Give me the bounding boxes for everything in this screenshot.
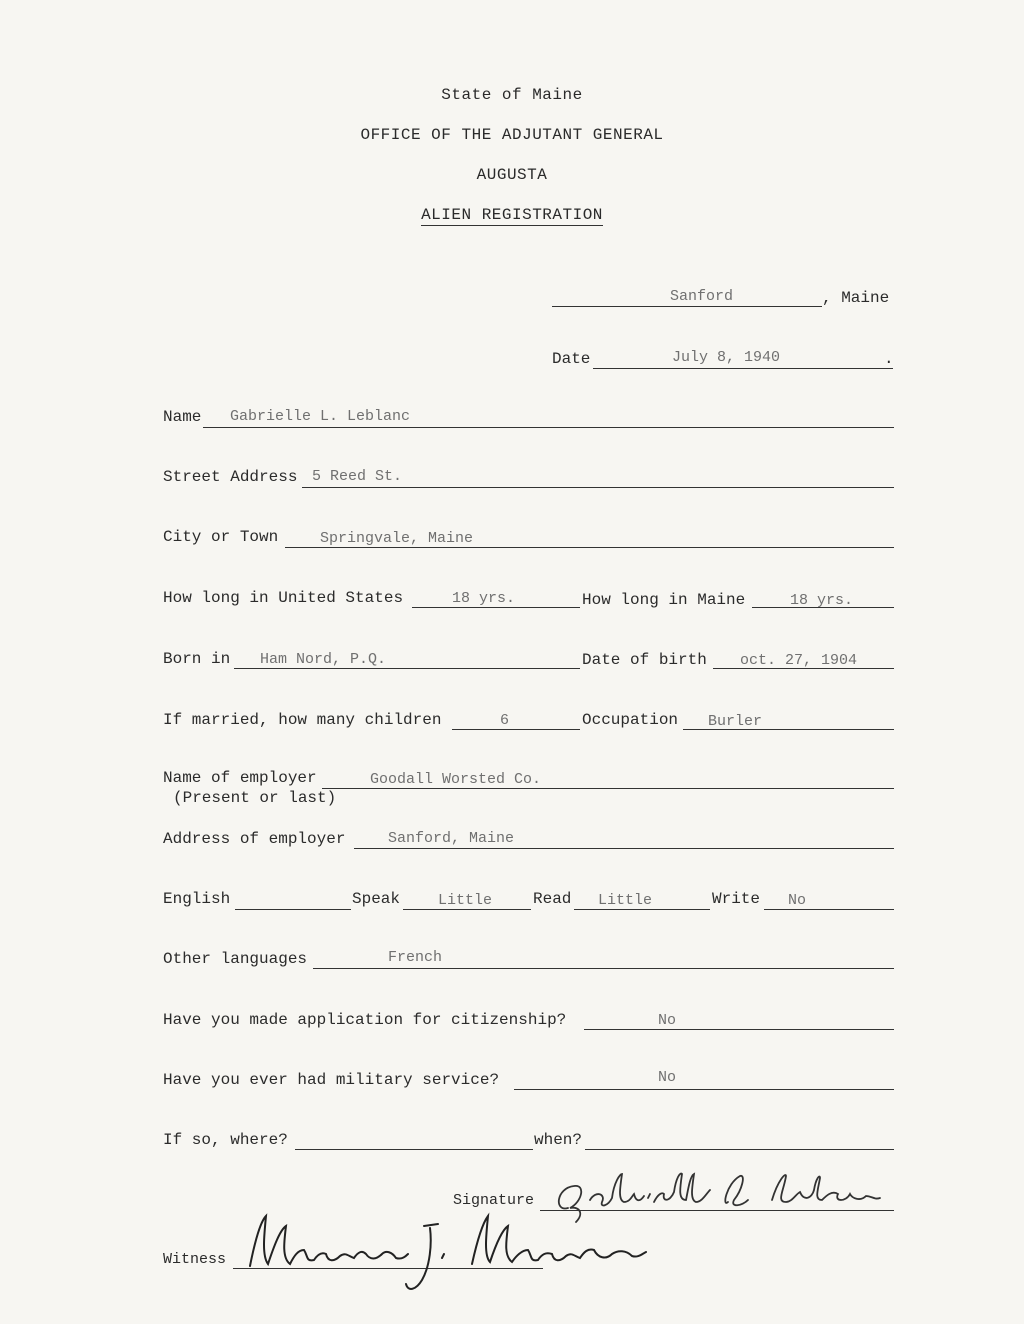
- when-line: [585, 1149, 894, 1150]
- citizenship-label: Have you made application for citizenship?: [163, 1011, 567, 1029]
- occupation-label: Occupation: [582, 711, 679, 729]
- city-value: Springvale, Maine: [320, 530, 474, 547]
- where-line: [295, 1149, 533, 1150]
- name-line: [203, 427, 894, 428]
- born-in-value: Ham Nord, P.Q.: [260, 651, 387, 668]
- street-address-line: [302, 487, 894, 488]
- english-label: English: [163, 890, 231, 908]
- date-label: Date: [552, 350, 591, 368]
- read-line: [574, 909, 710, 910]
- name-label: Name: [163, 408, 202, 426]
- when-label: when?: [534, 1131, 583, 1149]
- how-long-maine-value: 18 yrs.: [790, 592, 854, 609]
- speak-line: [403, 909, 531, 910]
- form-title: ALIEN REGISTRATION: [421, 206, 603, 224]
- other-languages-line: [313, 968, 894, 969]
- speak-label: Speak: [352, 890, 401, 908]
- name-value: Gabrielle L. Leblanc: [230, 408, 411, 425]
- employer-address-label: Address of employer: [163, 830, 346, 848]
- location-town: Sanford: [670, 288, 734, 305]
- military-line: [514, 1089, 894, 1090]
- write-value: No: [788, 892, 807, 909]
- employer-line: [322, 788, 894, 789]
- speak-value: Little: [438, 892, 493, 909]
- employer-address-value: Sanford, Maine: [388, 830, 515, 847]
- date-of-birth-value: oct. 27, 1904: [740, 652, 858, 669]
- how-long-us-value: 18 yrs.: [452, 590, 516, 607]
- other-languages-label: Other languages: [163, 950, 308, 968]
- header-state: State of Maine: [441, 86, 583, 104]
- write-line: [764, 909, 894, 910]
- where-label: If so, where?: [163, 1131, 288, 1149]
- how-long-us-label: How long in United States: [163, 589, 404, 607]
- location-state-label: , Maine: [822, 289, 890, 307]
- street-address-label: Street Address: [163, 468, 298, 486]
- write-label: Write: [712, 890, 761, 908]
- military-value: No: [658, 1069, 677, 1086]
- witness-handwriting: [236, 1206, 656, 1298]
- citizenship-value: No: [658, 1012, 677, 1029]
- street-address-value: 5 Reed St.: [312, 468, 403, 485]
- location-line: [552, 306, 822, 307]
- children-line: [452, 729, 580, 730]
- children-value: 6: [500, 712, 510, 729]
- date-line: [593, 368, 893, 369]
- children-label: If married, how many children: [163, 711, 442, 729]
- born-in-line: [234, 668, 580, 669]
- date-value: July 8, 1940: [672, 349, 781, 366]
- citizenship-line: [584, 1029, 894, 1030]
- city-label: City or Town: [163, 528, 279, 546]
- employer-address-line: [354, 848, 894, 849]
- date-of-birth-label: Date of birth: [582, 651, 707, 669]
- header-office: OFFICE OF THE ADJUTANT GENERAL: [360, 126, 664, 144]
- born-in-label: Born in: [163, 650, 231, 668]
- employer-label: Name of employer: [163, 769, 317, 787]
- witness-label: Witness: [163, 1251, 227, 1268]
- employer-sublabel: (Present or last): [173, 789, 337, 807]
- read-value: Little: [598, 892, 653, 909]
- read-label: Read: [533, 890, 572, 908]
- date-end-mark: .: [884, 350, 894, 368]
- header-city: AUGUSTA: [476, 166, 548, 184]
- how-long-maine-label: How long in Maine: [582, 591, 746, 609]
- military-label: Have you ever had military service?: [163, 1071, 500, 1089]
- how-long-us-line: [412, 607, 580, 608]
- other-languages-value: French: [388, 949, 443, 966]
- city-line: [285, 547, 894, 548]
- signature-label: Signature: [453, 1192, 535, 1209]
- occupation-value: Burler: [708, 713, 763, 730]
- employer-value: Goodall Worsted Co.: [370, 771, 542, 788]
- english-line: [235, 909, 351, 910]
